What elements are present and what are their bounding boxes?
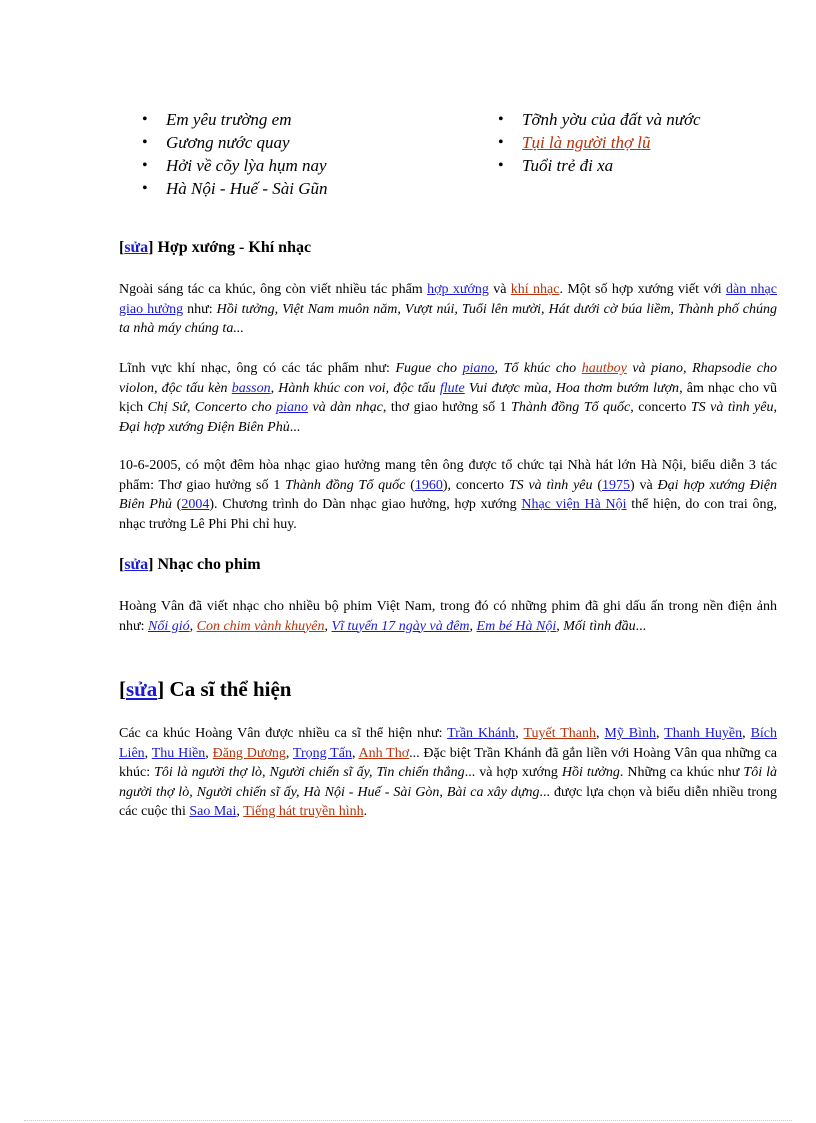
- link-piano[interactable]: piano: [462, 361, 495, 376]
- paragraph-choral: Ngoài sáng tác ca khúc, ông còn viết nhiều tác phẩm hợp xướng và khí nhạc. Một số hợp xướng viết với dàn nhạc giao hưởng như: Hồi tưởng, Việt Nam muôn năm, Vượt núi, Tuổi lên mười, Hát dưới cờ búa liềm, Thành phố chúng ta nhà máy chúng ta...: [119, 282, 777, 336]
- link-dang-duong[interactable]: Đăng Dương: [212, 745, 286, 761]
- section-title: Hợp xướng - Khí nhạc: [157, 239, 312, 256]
- song-title-link[interactable]: Tụi là người thợ lũ: [522, 133, 651, 152]
- bullet-icon: •: [498, 157, 504, 174]
- edit-link[interactable]: sửa: [126, 677, 158, 701]
- section-heading-choral: [sửa] Hợp xướng - Khí nhạc: [119, 239, 312, 256]
- list-item: [474, 131, 764, 154]
- list-item: [118, 154, 458, 177]
- link-khi-nhac[interactable]: khí nhạc: [510, 282, 560, 297]
- section-title: Ca sĩ thể hiện: [169, 677, 292, 701]
- link-vi-tuyen-17[interactable]: Vĩ tuyến 17 ngày và đêm: [331, 618, 470, 634]
- bullet-icon: •: [498, 111, 504, 128]
- link-basson[interactable]: basson: [231, 380, 271, 396]
- list-item: [118, 177, 458, 200]
- link-noi-gio[interactable]: Nổi gió: [147, 618, 190, 634]
- link-anh-tho[interactable]: Anh Thơ: [358, 745, 410, 761]
- paragraph-concert: 10-6-2005, có một đêm hòa nhạc giao hưởng mang tên ông được tổ chức tại Nhà hát lớn Hà Nội, biểu diễn 3 tác phẩm: Thơ giao hưởng số 1 Thành đồng Tổ quốc (1960), concerto TS và tình yêu (1975) và Đại hợp xướng Điện Biên Phủ (2004). Chương trình do Dàn nhạc giao hưởng, hợp xướng Nhạc viện Hà Nội thể hiện, do con trai ông, nhạc trưởng Lê Phi Phi chỉ huy.: [119, 458, 778, 532]
- song-list-right: [474, 108, 764, 177]
- song-title: Tỡnh yờu của đất và nước: [522, 110, 701, 129]
- bullet-icon: •: [498, 134, 504, 151]
- link-tieng-hat-truyen-hinh[interactable]: Tiếng hát truyền hình: [243, 804, 364, 819]
- bullet-icon: •: [142, 157, 148, 174]
- edit-link[interactable]: sửa: [124, 239, 149, 256]
- list-item: [118, 131, 458, 154]
- link-em-be-ha-noi[interactable]: Em bé Hà Nội: [476, 618, 557, 634]
- song-title: Hà Nội - Huế - Sài Gũn: [166, 179, 328, 198]
- song-title: Hởi về cõy lỳa hụm nay: [166, 156, 327, 175]
- link-sao-mai[interactable]: Sao Mai: [189, 804, 237, 819]
- list-item: [474, 108, 764, 131]
- link-nhac-vien-ha-noi[interactable]: Nhạc viện Hà Nội: [521, 497, 627, 512]
- paragraph-instrumental: Lĩnh vực khí nhạc, ông có các tác phẩm như: Fugue cho piano, Tổ khúc cho hautboy và piano, Rhapsodie cho violon, độc tấu kèn basson, Hành khúc con voi, độc tấu flute Vui được mùa, Hoa thơm bướm lượn, âm nhạc cho vũ kịch Chị Sứ, Concerto cho piano và dàn nhạc, thơ giao hưởng số 1 Thành đồng Tổ quốc, concerto TS và tình yêu, Đại hợp xướng Điện Biên Phủ...: [119, 361, 778, 435]
- link-hautboy[interactable]: hautboy: [581, 361, 627, 376]
- link-trong-tan[interactable]: Trọng Tấn: [292, 745, 352, 761]
- bullet-icon: •: [142, 134, 148, 151]
- link-tran-khanh[interactable]: Trần Khánh: [447, 726, 516, 741]
- link-1960[interactable]: 1960: [414, 477, 443, 493]
- link-tuyet-thanh[interactable]: Tuyết Thanh: [523, 726, 597, 741]
- paragraph-singers: Các ca khúc Hoàng Vân được nhiều ca sĩ thể hiện như: Trần Khánh, Tuyết Thanh, Mỹ Bình, Thanh Huyền, Bích Liên, Thu Hiền, Đăng Dương, Trọng Tấn, Anh Thơ... Đặc biệt Trần Khánh đã gắn liền với Hoàng Vân qua những ca khúc: Tôi là người thợ lò, Người chiến sĩ ấy, Tin chiến thắng... và hợp xướng Hồi tưởng. Những ca khúc như Tôi là người thợ lò, Người chiến sĩ ấy, Hà Nội - Huế - Sài Gòn, Bài ca xây dựng... được lựa chọn và biểu diễn nhiều trong các cuộc thi Sao Mai, Tiếng hát truyền hình.: [119, 726, 778, 819]
- link-thanh-huyen[interactable]: Thanh Huyền: [664, 726, 743, 741]
- link-thu-hien[interactable]: Thu Hiền: [151, 745, 206, 761]
- song-title: Em yêu trường em: [166, 110, 292, 129]
- song-title: Gương nước quay: [166, 133, 290, 152]
- list-item: [474, 154, 764, 177]
- bullet-icon: •: [142, 111, 148, 128]
- link-hop-xuong[interactable]: hợp xướng: [427, 282, 489, 297]
- song-title: Tuổi trẻ đi xa: [522, 156, 614, 175]
- link-con-chim-vanh-khuyen[interactable]: Con chim vành khuyên: [196, 618, 325, 634]
- list-item: [118, 108, 458, 131]
- section-title: Nhạc cho phim: [157, 556, 261, 573]
- link-flute[interactable]: flute: [439, 380, 465, 396]
- section-heading-singers: [sửa] Ca sĩ thể hiện: [119, 677, 292, 701]
- bullet-icon: •: [142, 180, 148, 197]
- link-bich-lien[interactable]: Bích Liên: [119, 726, 778, 761]
- link-2004[interactable]: 2004: [181, 497, 210, 512]
- link-1975[interactable]: 1975: [602, 477, 630, 493]
- link-piano-2[interactable]: piano: [276, 400, 309, 415]
- page-bottom-divider: [24, 1120, 792, 1121]
- edit-link[interactable]: sửa: [124, 556, 149, 573]
- song-list-left: [118, 108, 458, 200]
- paragraph-film-music: Hoàng Vân đã viết nhạc cho nhiều bộ phim Việt Nam, trong đó có những phim đã ghi dấu ấn trong nền điện ảnh như: Nổi gió, Con chim vành khuyên, Vĩ tuyến 17 ngày và đêm, Em bé Hà Nội, Mối tình đầu...: [119, 599, 777, 634]
- section-heading-film-music: [sửa] Nhạc cho phim: [119, 556, 261, 573]
- song-lists: [118, 108, 758, 204]
- link-my-binh[interactable]: Mỹ Bình: [604, 726, 656, 741]
- link-dan-nhac[interactable]: dàn nhạc giao hưởng: [119, 282, 777, 317]
